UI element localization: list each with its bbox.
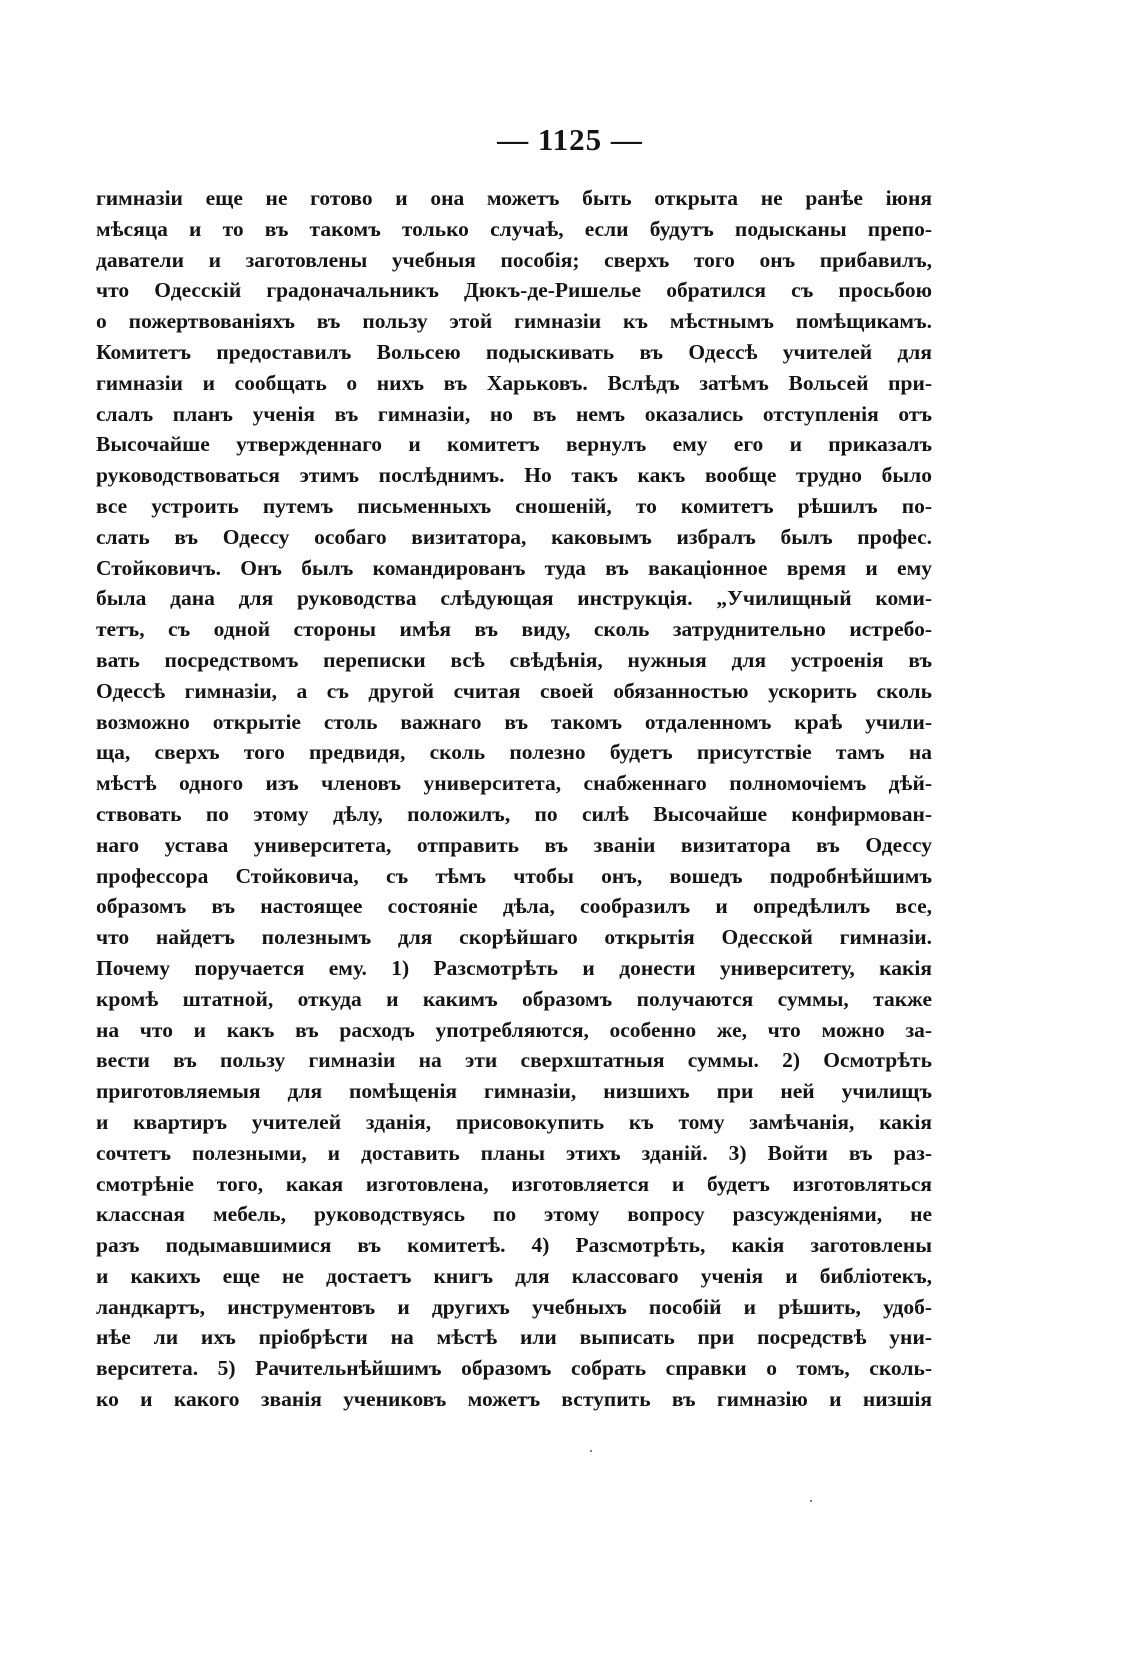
text-line: и квартиръ учителей зданія, присовокупить къ тому замѣчанія, какія xyxy=(96,1109,932,1134)
text-line: о пожертвованіяхъ въ пользу этой гимназіи къ мѣстнымъ помѣщикамъ. xyxy=(96,309,932,334)
text-line: смотрѣніе того, какая изготовлена, изготовляется и будетъ изготовляться xyxy=(96,1171,932,1196)
text-line: Высочайше утвержденнаго и комитетъ вернулъ ему его и приказалъ xyxy=(96,432,932,457)
text-line: вать посредствомъ переписки всѣ свѣдѣнія, нужныя для устроенія въ xyxy=(96,647,932,672)
text-line: и какихъ еще не достаетъ книгъ для классоваго ученія и библіотекъ, xyxy=(96,1263,932,1288)
text-line: сочтетъ полезными, и доставить планы этихъ зданій. 3) Войти въ раз- xyxy=(96,1140,932,1165)
text-line: все устроить путемъ письменныхъ сношеній, то комитетъ рѣшилъ по- xyxy=(96,493,932,518)
text-line: что Одесскій градоначальникъ Дюкъ-де-Ришелье обратился съ просьбою xyxy=(96,278,932,303)
text-line: ко и какого званія учениковъ можетъ вступить въ гимназію и низшія xyxy=(96,1387,932,1412)
text-line: слать въ Одессу особаго визитатора, каковымъ избралъ былъ профес. xyxy=(96,524,932,549)
text-line: Комитетъ предоставилъ Вольсею подыскивать въ Одессѣ учителей для xyxy=(96,339,932,364)
text-line: гимназіи еще не готово и она можетъ быть открыта не ранѣе іюня xyxy=(96,186,932,210)
text-line: возможно открытіе столь важнаго въ такомъ отдаленномъ краѣ учили- xyxy=(96,709,932,734)
text-line: вести въ пользу гимназіи на эти сверхштатныя суммы. 2) Осмотрѣть xyxy=(96,1048,932,1073)
text-line: образомъ въ настоящее состояніе дѣла, сообразилъ и опредѣлилъ все, xyxy=(96,894,932,919)
text-line: нѣе ли ихъ пріобрѣсти на мѣстѣ или выписать при посредствѣ уни- xyxy=(96,1325,932,1350)
text-line: классная мебель, руководствуясь по этому вопросу разсужденіями, не xyxy=(96,1202,932,1227)
text-line: Почему поручается ему. 1) Разсмотрѣть и донести университету, какія xyxy=(96,955,932,980)
page-number: — 1125 — xyxy=(497,122,643,157)
text-line: мѣстѣ одного изъ членовъ университета, снабженнаго полномочіемъ дѣй- xyxy=(96,771,932,796)
text-line: слалъ планъ ученія въ гимназіи, но въ немъ оказались отступленія отъ xyxy=(96,401,932,426)
text-line: ствовать по этому дѣлу, положилъ, по силѣ Высочайше конфирмован- xyxy=(96,801,932,826)
text-line: разъ подымавшимися въ комитетѣ. 4) Разсмотрѣть, какія заготовлены xyxy=(96,1233,932,1258)
text-line: ландкартъ, инструментовъ и другихъ учебныхъ пособій и рѣшить, удоб- xyxy=(96,1294,932,1319)
text-line: на что и какъ въ расходъ употребляются, особенно же, что можно за- xyxy=(96,1017,932,1042)
text-line: гимназіи и сообщать о нихъ въ Харьковъ. Вслѣдъ затѣмъ Вольсей при- xyxy=(96,370,932,395)
text-line: приготовляемыя для помѣщенія гимназіи, низшихъ при ней училищъ xyxy=(96,1079,932,1104)
scan-speck xyxy=(810,1500,812,1502)
text-line: ща, сверхъ того предвидя, сколь полезно будетъ присутствіе тамъ на xyxy=(96,740,932,765)
text-line: была дана для руководства слѣдующая инструкція. „Училищный коми- xyxy=(96,586,932,611)
text-line: руководствоваться этимъ послѣднимъ. Но такъ какъ вообще трудно было xyxy=(96,463,932,488)
text-line: наго устава университета, отправить въ званіи визитатора въ Одессу xyxy=(96,832,932,857)
scan-speck xyxy=(590,1450,592,1452)
text-line: мѣсяца и то въ такомъ только случаѣ, если будутъ подысканы препо- xyxy=(96,216,932,241)
text-line: Стойковичъ. Онъ былъ командированъ туда въ вакаціонное время и ему xyxy=(96,555,932,580)
text-line: что найдетъ полезнымъ для скорѣйшаго открытія Одесской гимназіи. xyxy=(96,925,932,950)
body-text xyxy=(96,183,932,1415)
text-line: даватели и заготовлены учебныя пособія; сверхъ того онъ прибавилъ, xyxy=(96,247,932,272)
text-line: кромѣ штатной, откуда и какимъ образомъ получаются суммы, также xyxy=(96,986,932,1011)
text-line: профессора Стойковича, съ тѣмъ чтобы онъ, вошедъ подробнѣйшимъ xyxy=(96,863,932,888)
text-line: верситета. 5) Рачительнѣйшимъ образомъ собрать справки о томъ, сколь- xyxy=(96,1356,932,1381)
text-line: Одессѣ гимназіи, а съ другой считая своей обязанностью ускорить сколь xyxy=(96,678,932,703)
text-line: тетъ, съ одной стороны имѣя въ виду, сколь затруднительно истребо- xyxy=(96,617,932,642)
